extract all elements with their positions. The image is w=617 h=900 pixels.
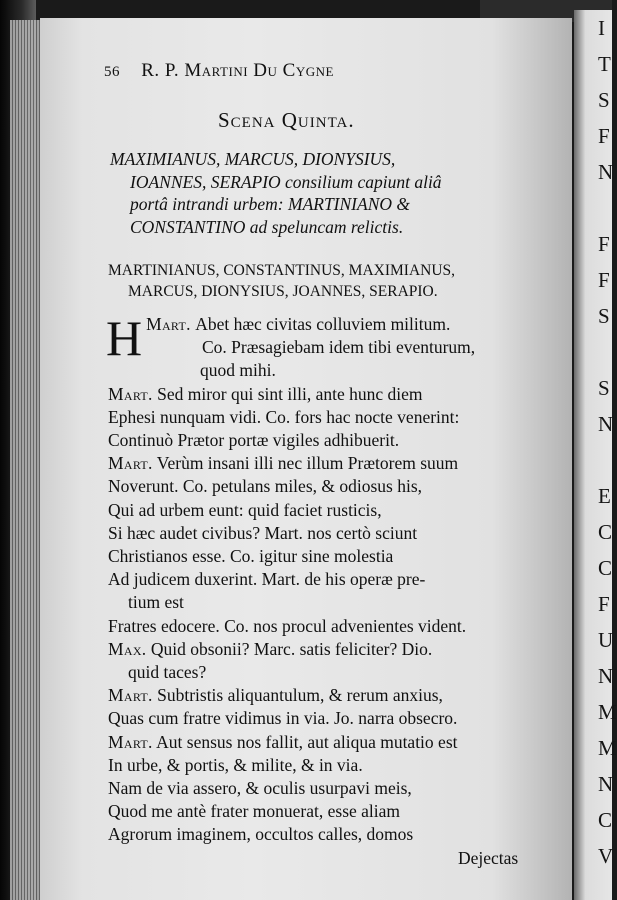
dialogue-line <box>108 429 540 452</box>
drop-cap: H <box>106 310 143 366</box>
running-title: R. P. Martini Du Cygne <box>141 60 334 81</box>
dialogue-text: Si hæc audet civibus? Mart. nos certò sciunt <box>108 522 418 543</box>
scene-argument <box>110 148 530 238</box>
dialogue-text: Quod me antè frater monuerat, esse aliam <box>108 801 401 822</box>
facing-page-letter: S <box>598 88 610 112</box>
dialogue-line <box>108 754 540 777</box>
facing-page-letter: N <box>598 160 614 184</box>
dialogue-text: Co. Præsagiebam idem tibi eventurum, <box>202 337 476 358</box>
argument-line: MAXIMIANUS, MARCUS, DIONYSIUS, <box>110 149 396 169</box>
persons-line: MARCUS, DIONYSIUS, JOANNES, SERAPIO. <box>128 283 438 300</box>
facing-page-letter: U <box>598 628 614 652</box>
dialogue-text: quid taces? <box>128 662 207 683</box>
dialogue-block <box>106 310 540 847</box>
facing-page-letter: F <box>598 592 610 616</box>
facing-page-letter: M <box>598 700 617 724</box>
facing-page-letter: N <box>598 664 614 688</box>
facing-page-letter: C <box>598 556 613 580</box>
dialogue-line <box>108 336 540 359</box>
facing-page-letter: N <box>598 772 614 796</box>
facing-page-edge <box>574 10 617 900</box>
facing-page-letter: T <box>598 52 611 76</box>
argument-line: CONSTANTINO ad speluncam relictis. <box>130 216 404 237</box>
speaker-label: Mart. <box>108 685 153 706</box>
dialogue-text: tium est <box>128 592 184 613</box>
speaker-label: Max. <box>108 638 147 659</box>
argument-line: portâ intrandi urbem: MARTINIANO & <box>130 194 410 214</box>
dialogue-text: Christianos esse. Co. igitur sine molestia <box>108 546 394 567</box>
facing-page-letter: S <box>598 376 610 400</box>
speaker-label: Mart. <box>108 731 153 752</box>
dialogue-line <box>108 383 540 406</box>
dialogue-text: Ad judicem duxerint. Mart. de his operæ pre- <box>108 569 426 590</box>
facing-page-letter: F <box>598 232 610 256</box>
dialogue-line <box>108 591 540 614</box>
dialogue-text: Qui ad urbem eunt: quid faciet rusticis, <box>108 499 382 520</box>
dialogue-line <box>108 777 540 800</box>
dialogue-line <box>108 522 540 545</box>
dialogue-text: Abet hæc civitas colluviem militum. <box>195 314 451 334</box>
dialogue-line <box>108 359 540 382</box>
dialogue-line <box>108 475 540 498</box>
dialogue-line <box>108 823 540 846</box>
facing-page-letter: M <box>598 736 617 760</box>
dialogue-line <box>108 615 540 638</box>
dialogue-line <box>108 731 540 754</box>
dialogue-text: Quas cum fratre vidimus in via. Jo. narra obsecro. <box>108 708 458 729</box>
dialogue-text: Verùm insani illi nec illum Prætorem suum <box>156 453 459 474</box>
facing-page-letter <box>574 442 612 478</box>
dialogue-text: Aut sensus nos fallit, aut aliqua mutatio est <box>156 731 458 752</box>
dialogue-text: Sed miror qui sint illi, ante hunc diem <box>157 383 423 404</box>
persons-line: MARTINIANUS, CONSTANTINUS, MAXIMIANUS, <box>108 262 456 279</box>
dialogue-text: Ephesi nunquam vidi. Co. fors hac nocte venerint: <box>108 406 460 427</box>
dialogue-line <box>108 406 540 429</box>
dialogue-text: In urbe, & portis, & milite, & in via. <box>108 754 363 775</box>
dialogue-text: Noverunt. Co. petulans miles, & odiosus his, <box>108 476 423 497</box>
dialogue-text: Agrorum imaginem, occultos calles, domos <box>108 824 414 845</box>
speaker-label: Mart. <box>108 383 153 404</box>
facing-page-letter: C <box>598 808 613 832</box>
dialogue-text: Fratres edocere. Co. nos procul advenientes vident. <box>108 615 467 636</box>
running-header <box>104 60 534 82</box>
facing-page-letter: S <box>598 304 610 328</box>
page-number: 56 <box>104 64 120 80</box>
dialogue-line <box>108 638 540 661</box>
dialogue-line <box>108 545 540 568</box>
scene-title: Scena Quinta. <box>218 108 355 132</box>
dialogue-text: Nam de via assero, & oculis usurpavi meis, <box>108 778 412 799</box>
speaker-label: Mart. <box>108 453 153 474</box>
facing-page-letter: F <box>598 124 610 148</box>
facing-page-letter: F <box>598 268 610 292</box>
dramatis-personae <box>108 260 538 302</box>
catchword: Dejectas <box>458 848 519 868</box>
dialogue-line <box>108 800 540 823</box>
facing-page-letter <box>574 334 612 370</box>
dialogue-line <box>108 707 540 730</box>
speaker-label: Mart. <box>146 314 191 334</box>
facing-page-letter: N <box>598 412 614 436</box>
dialogue-text: quod mihi. <box>200 360 276 381</box>
facing-page-letter: E <box>598 484 611 508</box>
facing-page-letter: I <box>598 16 605 40</box>
dialogue-text: Continuò Prætor portæ vigiles adhibuerit. <box>108 430 400 451</box>
dialogue-line <box>108 684 540 707</box>
dialogue-text: Quid obsonii? Marc. satis feliciter? Dio. <box>150 638 433 659</box>
dialogue-line <box>108 499 540 522</box>
dialogue-line <box>108 661 540 684</box>
facing-page-letter: C <box>598 520 613 544</box>
argument-line: IOANNES, SERAPIO consilium capiunt aliâ <box>130 171 442 192</box>
dialogue-text: Subtristis aliquantulum, & rerum anxius, <box>157 685 443 706</box>
facing-page-letter <box>574 190 612 226</box>
facing-page-letter: V <box>598 844 614 868</box>
dialogue-line <box>108 568 540 591</box>
dialogue-line <box>108 452 540 475</box>
